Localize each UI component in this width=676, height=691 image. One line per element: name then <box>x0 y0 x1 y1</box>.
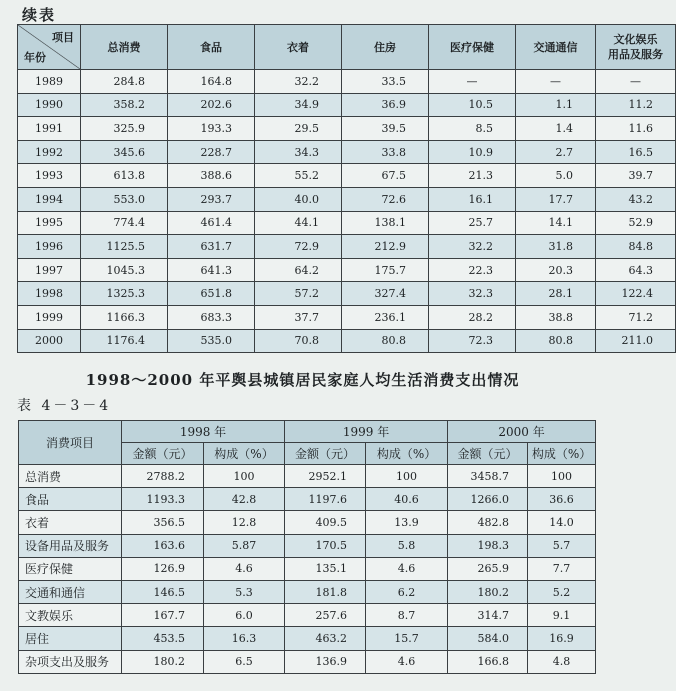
value-cell: 37.7 <box>255 305 342 329</box>
item-cell: 杂项支出及服务 <box>19 650 122 673</box>
value-cell: 14.1 <box>516 211 596 235</box>
value-cell: 38.8 <box>516 305 596 329</box>
value-cell: 80.8 <box>342 329 429 353</box>
value-cell: 44.1 <box>255 211 342 235</box>
share-cell: 4.8 <box>528 650 596 673</box>
value-cell: 11.6 <box>596 117 676 141</box>
share-cell: 16.3 <box>204 627 285 650</box>
amount-cell: 166.8 <box>448 650 528 673</box>
value-cell: 212.9 <box>342 235 429 259</box>
item-cell: 食品 <box>19 488 122 511</box>
amount-cell: 463.2 <box>285 627 366 650</box>
value-cell: 228.7 <box>168 140 255 164</box>
item-cell: 医疗保健 <box>19 557 122 580</box>
share-cell: 14.0 <box>528 511 596 534</box>
year-header: 1999 年 <box>285 421 448 443</box>
share-cell: 4.6 <box>366 557 448 580</box>
corner-year-label: 年份 <box>24 51 46 64</box>
table-row <box>18 235 676 259</box>
table-row <box>19 557 596 580</box>
year-cell: 1990 <box>18 93 81 117</box>
value-cell: 21.3 <box>429 164 516 188</box>
amount-cell: 453.5 <box>122 627 204 650</box>
value-cell: 55.2 <box>255 164 342 188</box>
column-header: 交通通信 <box>516 25 596 70</box>
share-header: 构成（%） <box>366 443 448 465</box>
value-cell: 284.8 <box>81 70 168 94</box>
value-cell: 613.8 <box>81 164 168 188</box>
value-cell: 34.3 <box>255 140 342 164</box>
column-header: 总消费 <box>81 25 168 70</box>
value-cell: 236.1 <box>342 305 429 329</box>
year-header: 1998 年 <box>122 421 285 443</box>
table-header-row <box>18 25 676 70</box>
share-cell: 100 <box>366 465 448 488</box>
year-cell: 1996 <box>18 235 81 259</box>
table-row <box>18 329 676 353</box>
value-cell: 2.7 <box>516 140 596 164</box>
table-row <box>19 650 596 673</box>
value-cell: 10.5 <box>429 93 516 117</box>
year-header: 2000 年 <box>448 421 596 443</box>
value-cell: 20.3 <box>516 258 596 282</box>
year-cell: 1995 <box>18 211 81 235</box>
year-cell: 2000 <box>18 329 81 353</box>
table-row <box>18 258 676 282</box>
value-cell: 32.2 <box>255 70 342 94</box>
value-cell: 72.3 <box>429 329 516 353</box>
value-cell: 138.1 <box>342 211 429 235</box>
value-cell: 293.7 <box>168 187 255 211</box>
value-cell: 72.6 <box>342 187 429 211</box>
column-header: 食品 <box>168 25 255 70</box>
table-row <box>19 465 596 488</box>
share-cell: 100 <box>528 465 596 488</box>
amount-cell: 170.5 <box>285 534 366 557</box>
value-cell: 40.0 <box>255 187 342 211</box>
table-row <box>18 305 676 329</box>
amount-cell: 314.7 <box>448 604 528 627</box>
value-cell: 28.2 <box>429 305 516 329</box>
table-row <box>18 187 676 211</box>
table-row <box>19 534 596 557</box>
share-cell: 13.9 <box>366 511 448 534</box>
amount-cell: 356.5 <box>122 511 204 534</box>
table-row <box>19 511 596 534</box>
value-cell: 32.2 <box>429 235 516 259</box>
value-cell: 1045.3 <box>81 258 168 282</box>
value-cell: 32.3 <box>429 282 516 306</box>
item-cell: 交通和通信 <box>19 580 122 603</box>
amount-cell: 409.5 <box>285 511 366 534</box>
amount-cell: 265.9 <box>448 557 528 580</box>
value-cell: 22.3 <box>429 258 516 282</box>
item-cell: 居住 <box>19 627 122 650</box>
value-cell: 64.3 <box>596 258 676 282</box>
share-cell: 42.8 <box>204 488 285 511</box>
value-cell: 1166.3 <box>81 305 168 329</box>
table-row <box>18 211 676 235</box>
amount-cell: 482.8 <box>448 511 528 534</box>
value-cell: 641.3 <box>168 258 255 282</box>
value-cell: 5.0 <box>516 164 596 188</box>
share-cell: 5.3 <box>204 580 285 603</box>
value-cell: 345.6 <box>81 140 168 164</box>
share-cell: 100 <box>204 465 285 488</box>
year-cell: 1993 <box>18 164 81 188</box>
value-cell: 25.7 <box>429 211 516 235</box>
amount-cell: 2788.2 <box>122 465 204 488</box>
share-cell: 5.7 <box>528 534 596 557</box>
table-row <box>18 117 676 141</box>
consumption-by-year-table <box>17 24 676 353</box>
column-header: 住房 <box>342 25 429 70</box>
value-cell: 16.1 <box>429 187 516 211</box>
amount-cell: 1266.0 <box>448 488 528 511</box>
year-cell: 1992 <box>18 140 81 164</box>
share-cell: 6.0 <box>204 604 285 627</box>
value-cell: 122.4 <box>596 282 676 306</box>
value-cell: 327.4 <box>342 282 429 306</box>
column-header: 医疗保健 <box>429 25 516 70</box>
value-cell: 34.9 <box>255 93 342 117</box>
value-cell: 1.1 <box>516 93 596 117</box>
value-cell: 36.9 <box>342 93 429 117</box>
amount-cell: 1193.3 <box>122 488 204 511</box>
value-cell: 553.0 <box>81 187 168 211</box>
value-cell: — <box>429 70 516 94</box>
value-cell: 164.8 <box>168 70 255 94</box>
table-row <box>19 580 596 603</box>
year-cell: 1998 <box>18 282 81 306</box>
column-header <box>596 25 676 70</box>
value-cell: 651.8 <box>168 282 255 306</box>
amount-cell: 163.6 <box>122 534 204 557</box>
value-cell: 631.7 <box>168 235 255 259</box>
value-cell: 1125.5 <box>81 235 168 259</box>
value-cell: 202.6 <box>168 93 255 117</box>
amount-cell: 167.7 <box>122 604 204 627</box>
value-cell: 28.1 <box>516 282 596 306</box>
value-cell: 64.2 <box>255 258 342 282</box>
value-cell: 84.8 <box>596 235 676 259</box>
value-cell: 67.5 <box>342 164 429 188</box>
item-cell: 文教娱乐 <box>19 604 122 627</box>
share-cell: 8.7 <box>366 604 448 627</box>
share-cell: 5.2 <box>528 580 596 603</box>
amount-cell: 136.9 <box>285 650 366 673</box>
year-cell: 1997 <box>18 258 81 282</box>
amount-cell: 3458.7 <box>448 465 528 488</box>
value-cell: 71.2 <box>596 305 676 329</box>
share-cell: 15.7 <box>366 627 448 650</box>
amount-cell: 146.5 <box>122 580 204 603</box>
continued-label: 续表 <box>22 6 57 24</box>
year-header-row <box>19 421 596 443</box>
value-cell: 33.5 <box>342 70 429 94</box>
table-row <box>19 488 596 511</box>
value-cell: 70.8 <box>255 329 342 353</box>
value-cell: 11.2 <box>596 93 676 117</box>
value-cell: 211.0 <box>596 329 676 353</box>
value-cell: 683.3 <box>168 305 255 329</box>
value-cell: 193.3 <box>168 117 255 141</box>
share-cell: 16.9 <box>528 627 596 650</box>
column-header-line: 用品及服务 <box>608 48 663 61</box>
value-cell: 57.2 <box>255 282 342 306</box>
table2-title: 1998～2000 年平舆县城镇居民家庭人均生活消费支出情况 <box>85 371 520 389</box>
share-cell: 9.1 <box>528 604 596 627</box>
value-cell: 358.2 <box>81 93 168 117</box>
value-cell: 10.9 <box>429 140 516 164</box>
item-cell: 总消费 <box>19 465 122 488</box>
amount-cell: 180.2 <box>448 580 528 603</box>
item-header: 消费项目 <box>19 421 122 465</box>
value-cell: 39.7 <box>596 164 676 188</box>
item-cell: 设备用品及服务 <box>19 534 122 557</box>
value-cell: 1176.4 <box>81 329 168 353</box>
value-cell: 33.8 <box>342 140 429 164</box>
table-row <box>18 93 676 117</box>
year-cell: 1991 <box>18 117 81 141</box>
amount-header: 金额（元） <box>122 443 204 465</box>
table-row <box>18 282 676 306</box>
value-cell: 325.9 <box>81 117 168 141</box>
value-cell: 1325.3 <box>81 282 168 306</box>
column-header: 衣着 <box>255 25 342 70</box>
value-cell: 43.2 <box>596 187 676 211</box>
column-header-line: 文化娱乐 <box>613 33 658 46</box>
amount-header: 金额（元） <box>448 443 528 465</box>
value-cell: 1.4 <box>516 117 596 141</box>
share-cell: 7.7 <box>528 557 596 580</box>
share-cell: 40.6 <box>366 488 448 511</box>
amount-header: 金额（元） <box>285 443 366 465</box>
table-row <box>19 604 596 627</box>
value-cell: 29.5 <box>255 117 342 141</box>
value-cell: 774.4 <box>81 211 168 235</box>
table-number: 表 4－3－4 <box>17 398 112 414</box>
amount-cell: 1197.6 <box>285 488 366 511</box>
value-cell: 16.5 <box>596 140 676 164</box>
amount-cell: 198.3 <box>448 534 528 557</box>
value-cell: — <box>516 70 596 94</box>
amount-cell: 257.6 <box>285 604 366 627</box>
amount-cell: 126.9 <box>122 557 204 580</box>
value-cell: 535.0 <box>168 329 255 353</box>
table-row <box>18 164 676 188</box>
share-header: 构成（%） <box>528 443 596 465</box>
share-cell: 12.8 <box>204 511 285 534</box>
share-cell: 4.6 <box>204 557 285 580</box>
share-cell: 6.2 <box>366 580 448 603</box>
value-cell: 52.9 <box>596 211 676 235</box>
amount-cell: 2952.1 <box>285 465 366 488</box>
value-cell: — <box>596 70 676 94</box>
amount-cell: 584.0 <box>448 627 528 650</box>
year-cell: 1989 <box>18 70 81 94</box>
share-cell: 6.5 <box>204 650 285 673</box>
value-cell: 8.5 <box>429 117 516 141</box>
value-cell: 31.8 <box>516 235 596 259</box>
value-cell: 80.8 <box>516 329 596 353</box>
share-header: 构成（%） <box>204 443 285 465</box>
amount-cell: 135.1 <box>285 557 366 580</box>
value-cell: 17.7 <box>516 187 596 211</box>
year-cell: 1999 <box>18 305 81 329</box>
value-cell: 175.7 <box>342 258 429 282</box>
table-row <box>19 627 596 650</box>
value-cell: 72.9 <box>255 235 342 259</box>
share-cell: 36.6 <box>528 488 596 511</box>
value-cell: 39.5 <box>342 117 429 141</box>
value-cell: 461.4 <box>168 211 255 235</box>
item-cell: 衣着 <box>19 511 122 534</box>
corner-item-label: 项目 <box>52 31 74 44</box>
value-cell: 388.6 <box>168 164 255 188</box>
per-capita-consumption-table <box>18 420 596 674</box>
amount-cell: 180.2 <box>122 650 204 673</box>
share-cell: 5.87 <box>204 534 285 557</box>
table-row <box>18 140 676 164</box>
amount-cell: 181.8 <box>285 580 366 603</box>
share-cell: 5.8 <box>366 534 448 557</box>
table-row <box>18 70 676 94</box>
share-cell: 4.6 <box>366 650 448 673</box>
year-cell: 1994 <box>18 187 81 211</box>
corner-cell <box>18 25 81 70</box>
